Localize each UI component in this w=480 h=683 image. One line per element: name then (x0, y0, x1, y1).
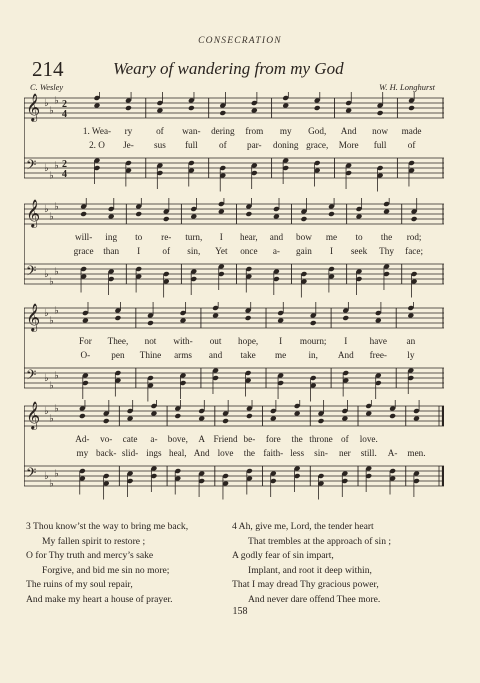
note-head (150, 410, 157, 416)
flat-icon: ♭ (49, 276, 54, 288)
verse-line: A godly fear of sin impart, (232, 550, 334, 561)
lyric-syllable: not (144, 336, 157, 346)
lyric-syllable: my (279, 126, 292, 136)
lyric-line-verse-1 (24, 336, 444, 348)
lyric-line-verse-2 (24, 350, 444, 362)
lyric-syllable: of (156, 126, 164, 136)
flat-icon: ♭ (44, 163, 49, 174)
lyric-syllable: And (193, 448, 210, 458)
lyric-syllable: now (372, 126, 389, 136)
flat-icon: ♭ (54, 201, 59, 213)
lyric-syllable: to (135, 232, 143, 242)
lyric-syllable: seek (350, 246, 368, 256)
lyric-syllable: ry (124, 126, 133, 136)
note-head (246, 413, 253, 419)
lyric-syllable: A- (387, 448, 398, 458)
note-head (345, 107, 352, 113)
flat-icon: ♭ (54, 95, 59, 107)
note-head (190, 213, 197, 219)
flat-icon: ♭ (49, 413, 54, 425)
lyric-syllable: once (240, 246, 258, 256)
lyric-syllable: Thy (379, 246, 394, 256)
lyric-syllable: ly (407, 350, 415, 360)
lyric-syllable: me (275, 350, 287, 360)
lyric-syllable: have (369, 336, 387, 346)
lyric-syllable: love (217, 448, 234, 458)
lyric-syllable: and (269, 232, 284, 242)
note-head (212, 312, 219, 318)
lyric-syllable: dering (211, 126, 235, 136)
flat-icon: ♭ (54, 305, 59, 317)
verse-line: The ruins of my soul repair, (26, 579, 133, 590)
verse-line: 3 Thou know’st the way to bring me back, (26, 521, 189, 532)
note-head (127, 415, 134, 421)
verse-line: My fallen spirit to restore ; (42, 535, 146, 547)
flat-icon: ♭ (54, 370, 59, 382)
flat-icon: ♭ (44, 204, 49, 215)
lyric-syllable: Ad- (75, 434, 90, 444)
lyric-syllable: sin, (187, 246, 201, 256)
lyric-syllable: sus (154, 140, 166, 150)
lyric-syllable: to (355, 232, 363, 242)
lyric-line-verse-2 (24, 246, 444, 258)
lyric-syllable: Friend (213, 434, 238, 444)
lyric-syllable: still. (360, 448, 377, 458)
lyric-syllable: face; (405, 246, 424, 256)
bass-clef-icon: 𝄢 (26, 367, 37, 386)
note-head (245, 211, 252, 217)
lyric-syllable: A (198, 434, 205, 444)
note-head (294, 410, 301, 416)
composer-credit: W. H. Longhurst (379, 82, 435, 92)
flat-icon: ♭ (44, 98, 49, 109)
lyric-syllable: pen (111, 350, 125, 360)
lyric-syllable: a- (272, 246, 280, 256)
lyric-syllable: More (338, 140, 359, 150)
lyric-line-verse-1 (24, 434, 444, 446)
hymn-title: Weary of wandering from my God (113, 59, 344, 78)
lyric-syllable: I (137, 246, 141, 256)
lyric-syllable: back- (96, 448, 117, 458)
treble-clef-icon: 𝄞 (26, 303, 41, 331)
lyric-syllable: par- (246, 140, 262, 150)
lyric-syllable: I (344, 336, 348, 346)
verse-line: Implant, and root it deep within, (248, 564, 372, 576)
lyric-syllable: Thine (139, 350, 162, 360)
lyric-syllable: ner (339, 448, 351, 458)
note-head (300, 216, 307, 222)
verse-line: And make my heart a house of prayer. (26, 593, 173, 605)
lyric-syllable: from (245, 126, 264, 136)
lyric-syllable: an (406, 336, 416, 346)
flat-icon: ♭ (44, 406, 49, 417)
lyric-syllable: free- (369, 350, 387, 360)
note-head (108, 213, 115, 219)
lyric-syllable: throne (309, 434, 333, 444)
lyric-syllable: heal, (169, 448, 187, 458)
verse-line: 4 Ah, give me, Lord, the tender heart (232, 521, 374, 532)
note-head (219, 110, 226, 116)
lyric-syllable: made (401, 126, 422, 136)
lyric-line-verse-2 (24, 140, 444, 152)
flat-icon: ♭ (49, 211, 54, 223)
lyric-syllable: doning (272, 140, 299, 150)
music-system-4 (24, 400, 444, 500)
time-signature: 2 (62, 159, 67, 170)
note-head (375, 317, 382, 323)
flat-icon: ♭ (54, 266, 59, 278)
lyric-line-verse-1 (24, 126, 444, 138)
note-head (198, 415, 205, 421)
lyric-syllable: For (79, 336, 92, 346)
lyric-syllable: fore (265, 434, 281, 444)
flat-icon: ♭ (49, 315, 54, 327)
verse-line: That I may dread Thy gracious power, (232, 579, 379, 590)
lyric-syllable: full (184, 140, 198, 150)
flat-icon: ♭ (49, 105, 54, 117)
page-number: 158 (232, 606, 248, 617)
bass-clef-icon: 𝄢 (26, 157, 37, 176)
flat-icon: ♭ (44, 373, 49, 384)
bass-clef-icon: 𝄢 (26, 263, 37, 282)
lyric-syllable: Yet (215, 246, 228, 256)
lyric-line-verse-2 (24, 448, 444, 460)
lyric-syllable: I (329, 246, 334, 256)
note-head (147, 320, 154, 326)
lyric-syllable: gain (296, 246, 312, 256)
note-head (251, 107, 258, 113)
lyric-syllable: of (407, 140, 416, 150)
lyric-line-verse-1 (24, 232, 444, 244)
music-system-2 (24, 198, 444, 298)
lyric-syllable: will- (74, 232, 93, 242)
music-system-1 (24, 92, 444, 192)
lyric-syllable: the (243, 448, 256, 458)
note-head (365, 410, 372, 416)
verse-line: And never dare offend Thee more. (248, 593, 381, 605)
lyric-syllable: ing (105, 232, 118, 242)
lyric-syllable: a- (150, 434, 158, 444)
lyric-syllable: wan- (182, 126, 201, 136)
lyric-syllable: And (337, 350, 354, 360)
lyric-syllable: bow (296, 232, 312, 242)
lyric-syllable: out (209, 336, 222, 346)
lyric-syllable: Je- (123, 140, 134, 150)
lyric-syllable: my (76, 448, 89, 458)
lyric-syllable: hope, (238, 336, 259, 346)
note-head (188, 105, 195, 111)
lyric-syllable: vo- (100, 434, 113, 444)
lyric-syllable: Thee, (107, 336, 129, 346)
time-signature: 4 (62, 169, 67, 180)
lyric-syllable: arms (174, 350, 192, 360)
lyric-syllable: re- (161, 232, 172, 242)
lyric-syllable: grace (73, 246, 94, 256)
flat-icon: ♭ (44, 308, 49, 319)
lyric-syllable: less (290, 448, 305, 458)
note-head (310, 320, 317, 326)
note-head (341, 415, 348, 421)
lyric-syllable: sin- (314, 448, 328, 458)
verse-3 (26, 520, 188, 607)
lyric-syllable: And (340, 126, 357, 136)
note-head (218, 208, 225, 214)
lyric-syllable: love. (359, 434, 378, 444)
note-head (389, 413, 396, 419)
bass-clef-icon: 𝄢 (26, 465, 37, 484)
lyric-syllable: turn, (185, 232, 203, 242)
note-head (314, 105, 321, 111)
verse-line: O for Thy truth and mercy’s sake (26, 550, 154, 561)
time-signature: 4 (62, 109, 67, 120)
note-head (180, 317, 187, 323)
note-head (407, 312, 414, 318)
lyric-syllable: mourn; (299, 336, 327, 346)
flat-icon: ♭ (49, 478, 54, 490)
flat-icon: ♭ (44, 471, 49, 482)
lyric-syllable: 2. O (89, 140, 105, 150)
note-head (245, 315, 252, 321)
note-head (273, 213, 280, 219)
flat-icon: ♭ (54, 468, 59, 480)
lyric-syllable: the (291, 434, 303, 444)
lyric-syllable: I (279, 336, 283, 346)
verse-line: That trembles at the approach of sin ; (248, 535, 392, 547)
lyric-syllable: rod; (406, 232, 422, 242)
music-system-3 (24, 302, 444, 402)
lyric-syllable: bove, (167, 434, 188, 444)
author-credit: C. Wesley (30, 82, 64, 92)
treble-clef-icon: 𝄞 (26, 401, 41, 429)
note-head (79, 413, 86, 419)
note-head (156, 107, 163, 113)
lyric-syllable: grace, (306, 140, 329, 150)
running-head: CONSECRATION (198, 36, 282, 46)
note-head (125, 105, 132, 111)
lyric-syllable: in, (308, 350, 318, 360)
treble-clef-icon: 𝄞 (26, 199, 41, 227)
flat-icon: ♭ (49, 170, 54, 182)
note-head (114, 315, 121, 321)
lyric-syllable: of (218, 140, 227, 150)
lyric-syllable: ings (146, 448, 162, 458)
note-head (135, 211, 142, 217)
lyric-syllable: faith- (263, 448, 284, 458)
note-head (413, 415, 420, 421)
lyric-syllable: take (240, 350, 256, 360)
flat-icon: ♭ (49, 380, 54, 392)
lyric-syllable: of (341, 434, 349, 444)
lyric-syllable: and (208, 350, 223, 360)
note-head (328, 211, 335, 217)
note-head (318, 418, 325, 424)
flat-icon: ♭ (44, 269, 49, 280)
lyric-syllable: me (325, 232, 338, 242)
lyric-syllable: slid- (121, 448, 139, 458)
lyric-syllable: O- (80, 350, 91, 360)
treble-clef-icon: 𝄞 (26, 93, 41, 121)
note-head (282, 102, 289, 108)
verse-line: Forgive, and bid me sin no more; (42, 564, 170, 576)
lyric-syllable: I (219, 232, 223, 242)
note-head (277, 317, 284, 323)
note-head (163, 216, 170, 222)
note-head (94, 102, 101, 108)
lyric-syllable: than (103, 246, 120, 256)
lyric-syllable: with- (173, 336, 193, 346)
lyric-syllable: full (373, 140, 387, 150)
note-head (342, 315, 349, 321)
note-head (82, 317, 89, 323)
note-head (80, 211, 87, 217)
note-head (356, 213, 363, 219)
lyric-syllable: the (380, 232, 393, 242)
hymn-number: 214 (32, 57, 64, 81)
verse-4 (232, 520, 391, 607)
lyric-syllable: God, (308, 126, 327, 136)
lyric-syllable: hear, (239, 232, 258, 242)
note-head (103, 418, 110, 424)
note-head (383, 208, 390, 214)
note-head (377, 110, 384, 116)
lyric-syllable: be- (243, 434, 256, 444)
note-head (408, 105, 415, 111)
flat-icon: ♭ (54, 403, 59, 415)
flat-icon: ♭ (54, 160, 59, 172)
lyric-syllable: 1. Wea- (82, 126, 112, 136)
note-head (222, 418, 229, 424)
lyric-syllable: cate (122, 434, 138, 444)
note-head (411, 216, 418, 222)
lyric-syllable: men. (407, 448, 426, 458)
lyric-syllable: of (162, 246, 171, 256)
time-signature: 2 (62, 99, 67, 110)
note-head (174, 413, 181, 419)
note-head (270, 415, 277, 421)
